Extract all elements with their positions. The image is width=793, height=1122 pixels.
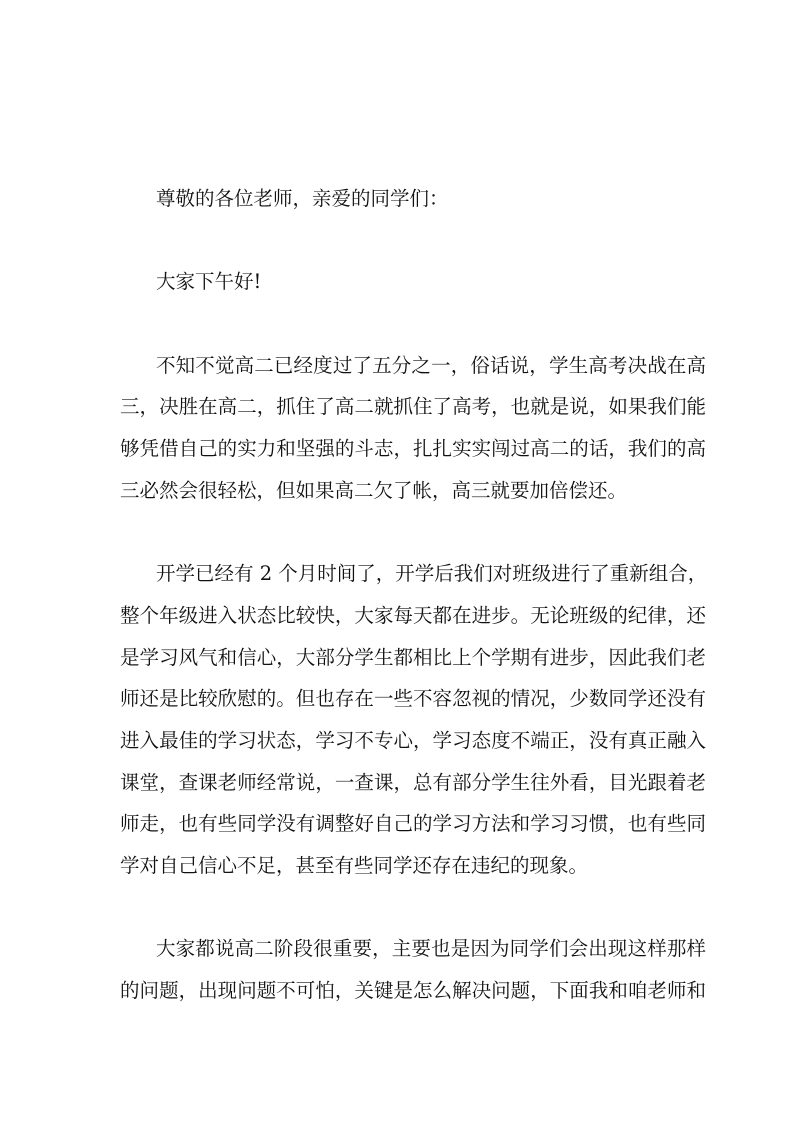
paragraph-line: 是学习风气和信心，大部分学生都相比上个学期有进步，因此我们老	[120, 645, 706, 669]
blank-line	[120, 887, 706, 929]
paragraph-3	[120, 928, 706, 1011]
paragraph-line: 够凭借自己的实力和坚强的斗志，扎扎实实闯过高二的话，我们的高	[120, 437, 706, 461]
salutation: 尊敬的各位老师，亲爱的同学们：	[156, 187, 449, 210]
paragraph-line: 不知不觉高二已经度过了五分之一，俗话说，学生高考决战在高	[156, 353, 706, 377]
paragraph-line: 课堂，查课老师经常说，一查课，总有部分学生往外看，目光跟着老	[120, 770, 706, 794]
paragraph-line: 整个年级进入状态比较快，大家每天都在进步。无论班级的纪律，还	[120, 603, 706, 627]
paragraph-line: 开学已经有 2 个月时间了，开学后我们对班级进行了重新组合，	[156, 562, 708, 586]
paragraph-1	[120, 345, 706, 512]
paragraph-line: 三，决胜在高二，抓住了高二就抓住了高考，也就是说，如果我们能	[120, 395, 706, 419]
paragraph-line: 的问题，出现问题不可怕，关键是怎么解决问题，下面我和咱老师和	[120, 979, 706, 1003]
paragraph-line: 师还是比较欣慰的。但也存在一些不容忽视的情况，少数同学还没有	[120, 687, 706, 711]
paragraph-line: 三必然会很轻松，但如果高二欠了帐，高三就要加倍偿还。	[120, 478, 628, 502]
blank-line	[120, 512, 706, 554]
paragraph-line: 师走，也有些同学没有调整好自己的学习方法和学习习惯，也有些同	[120, 812, 706, 836]
paragraph-2	[120, 553, 706, 887]
paragraph-line: 学对自己信心不足，甚至有些同学还存在违纪的现象。	[120, 854, 589, 877]
blank-line	[120, 220, 706, 262]
document-body	[120, 178, 706, 1012]
greeting: 大家下午好!	[156, 270, 262, 294]
paragraph-line: 大家都说高二阶段很重要，主要也是因为同学们会出现这样那样	[156, 937, 706, 961]
paragraph-line: 进入最佳的学习状态，学习不专心，学习态度不端正，没有真正融入	[120, 728, 706, 752]
blank-line	[120, 303, 706, 345]
